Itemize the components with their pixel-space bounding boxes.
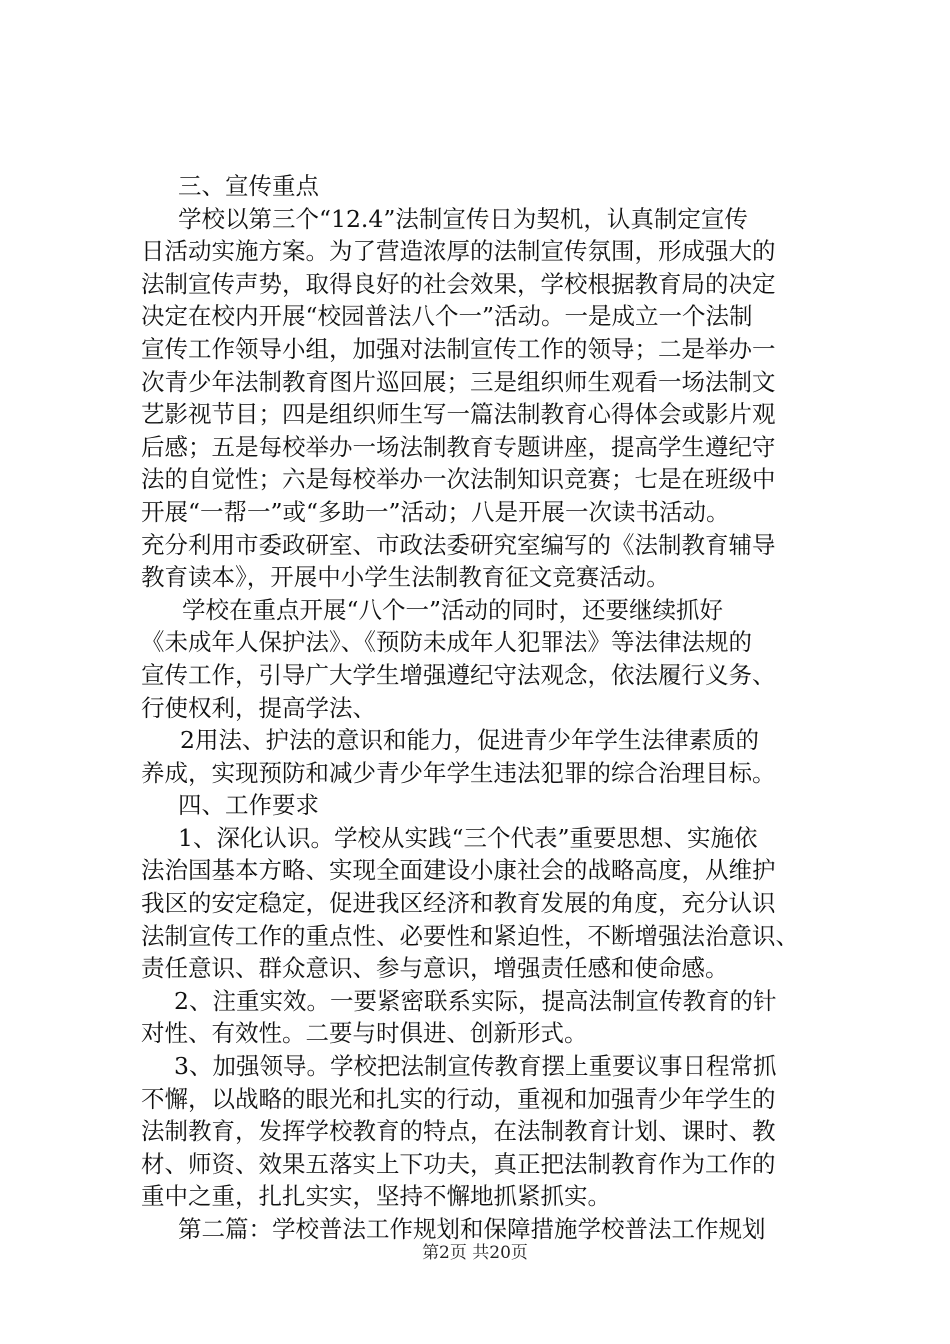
text-line: 责任意识、群众意识、参与意识，增强责任感和使命感。 (141, 954, 729, 983)
text-line: 教育读本》，开展中小学生法制教育征文竞赛活动。 (141, 563, 670, 592)
text-line: 日活动实施方案。为了营造浓厚的法制宣传氛围，形成强大的 (141, 237, 776, 266)
text-line: 3、加强领导。学校把法制宣传教育摆上重要议事日程常抓 (174, 1052, 777, 1081)
text-line: 次青少年法制教育图片巡回展；三是组织师生观看一场法制文 (141, 367, 776, 396)
text-line: 1、深化认识。学校从实践“三个代表”重要思想、实施依 (178, 823, 758, 852)
text-line: 充分利用市委政研室、市政法委研究室编写的《法制教育辅导 (141, 530, 776, 559)
text-line: 法制教育，发挥学校教育的特点，在法制教育计划、课时、教 (141, 1117, 776, 1146)
text-line: 《未成年人保护法》、《预防未成年人犯罪法》等法律法规的 (141, 628, 752, 657)
text-line: 开展“一帮一”或“多助一”活动；八是开展一次读书活动。 (141, 497, 730, 526)
text-line: 法治国基本方略、实现全面建设小康社会的战略高度，从维护 (141, 856, 776, 885)
text-line: 后感；五是每校举办一场法制教育专题讲座，提高学生遵纪守 (141, 432, 776, 461)
text-line: 宣传工作，引导广大学生增强遵纪守法观念，依法履行义务、 (141, 660, 776, 689)
text-line: 不懈，以战略的眼光和扎实的行动，重视和加强青少年学生的 (141, 1084, 776, 1113)
text-line: 法的自觉性；六是每校举办一次法制知识竞赛；七是在班级中 (141, 465, 776, 494)
text-line: 我区的安定稳定，促进我区经济和教育发展的角度，充分认识 (141, 889, 776, 918)
text-line: 重中之重，扎扎实实，坚持不懈地抓紧抓实。 (141, 1182, 611, 1211)
text-line: 2、注重实效。一要紧密联系实际，提高法制宣传教育的针 (174, 986, 777, 1015)
text-line: 决定在校内开展“校园普法八个一”活动。一是成立一个法制 (141, 302, 753, 331)
text-line: 艺影视节目；四是组织师生写一篇法制教育心得体会或影片观 (141, 400, 776, 429)
text-line: 法制宣传声势，取得良好的社会效果，学校根据教育局的决定 (141, 269, 776, 298)
text-line: 四、工作要求 (178, 791, 319, 820)
text-line: 宣传工作领导小组，加强对法制宣传工作的领导；二是举办一 (141, 334, 776, 363)
text-line: 2用法、护法的意识和能力，促进青少年学生法律素质的 (180, 726, 759, 755)
text-line: 行使权利，提高学法、 (141, 693, 376, 722)
text-line: 法制宣传工作的重点性、必要性和紧迫性，不断增强法治意识、 (141, 921, 799, 950)
page-footer: 第2页 共20页 (422, 1243, 528, 1263)
text-line: 对性、有效性。二要与时俱进、创新形式。 (141, 1019, 588, 1048)
text-line: 学校在重点开展“八个一”活动的同时，还要继续抓好 (182, 595, 724, 624)
text-line: 材、师资、效果五落实上下功夫，真正把法制教育作为工作的 (141, 1149, 776, 1178)
text-line: 三、宣传重点 (178, 172, 319, 200)
text-line: 养成，实现预防和减少青少年学生违法犯罪的综合治理目标。 (141, 758, 776, 787)
text-line: 学校以第三个“12.4”法制宣传日为契机，认真制定宣传 (178, 204, 748, 233)
body-text (142, 170, 832, 1246)
text-line: 第二篇：学校普法工作规划和保障措施学校普法工作规划 (178, 1215, 766, 1243)
